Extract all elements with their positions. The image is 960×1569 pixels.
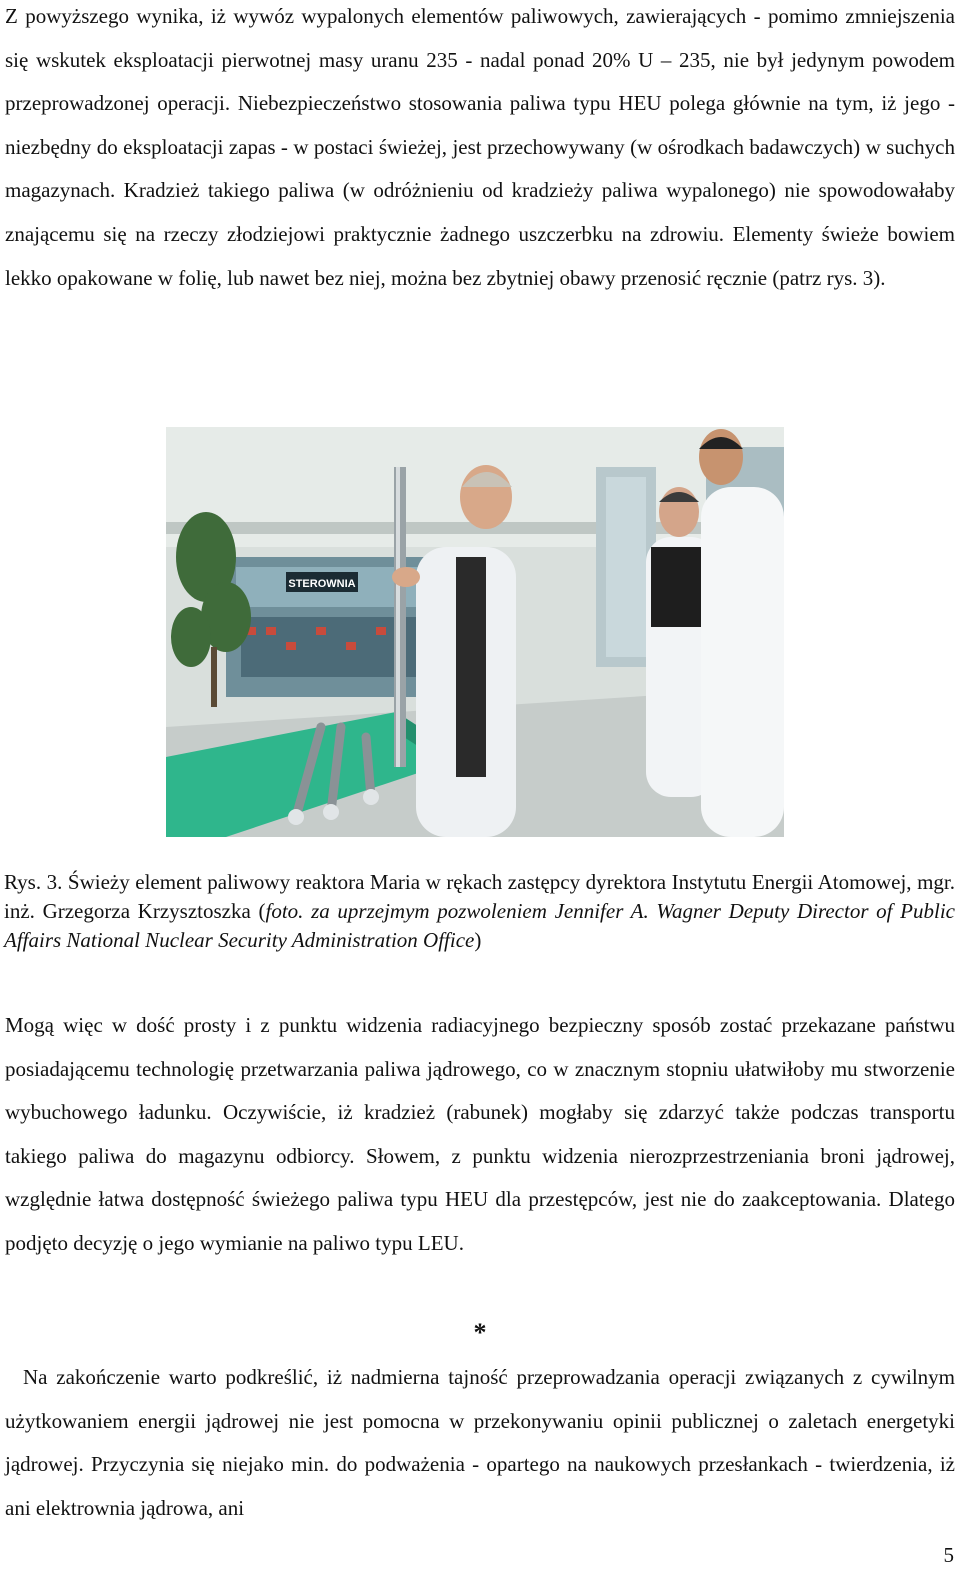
sterownia-sign: STEROWNIA [288, 578, 356, 590]
figure-photo [166, 427, 784, 837]
caption-close: ) [474, 928, 482, 952]
section-separator: * [473, 1318, 487, 1347]
page-number: 5 [943, 1543, 954, 1567]
paragraph-conclusion: Na zakończenie warto podkreślić, iż nadmierna tajność przeprowadzania operacji związanych z cywilnym użytkowaniem energii jądrowej nie jest pomocna w przekonywaniu opinii publicznej o zaletach energetyki jądrowej. Przyczynia się niejako min. do podważenia - opartego na naukowych przesłankach - twierdzenia, iż ani elektrownia jądrowa, ani [5, 1365, 955, 1520]
figure-caption [4, 868, 955, 955]
photo-illustration [166, 427, 784, 837]
caption-credit: foto. za uprzejmym pozwoleniem Jennifer A. Wagner Deputy Director of Public Affairs National Nuclear Security Administration Office [4, 899, 955, 952]
paragraph-intro: Z powyższego wynika, iż wywóz wypalonych elementów paliwowych, zawierających - pomimo zmniejszenia się wskutek eksploatacji pierwotnej masy uranu 235 - nadal ponad 20% U – 235, nie był jedynym powodem przeprowadzonej operacji. Niebezpieczeństwo stosowania paliwa typu HEU polega głównie na tym, iż jego - niezbędny do eksploatacji zapas - w postaci świeżej, jest przechowywany (w ośrodkach badawczych) w suchych magazynach. Kradzież takiego paliwa (w odróżnieniu od kradzieży paliwa wypalonego) nie spowodowałaby znającemu się na rzeczy złodziejowi praktycznie żadnego uszczerbku na zdrowiu. Elementy świeże bowiem lekko opakowane w folię, lub nawet bez niej, można bez zbytniej obawy przenosić ręcznie (patrz rys. 3). [5, 4, 955, 290]
caption-text: Rys. 3. Świeży element paliwowy reaktora Maria w rękach zastępcy dyrektora Instytutu Energii Atomowej, mgr. inż. Grzegorza Krzysztoszka ( [4, 870, 955, 923]
paragraph-body: Mogą więc w dość prosty i z punktu widzenia radiacyjnego bezpieczny sposób zostać przekazane państwu posiadającemu technologię przetwarzania paliwa jądrowego, co w znacznym stopniu ułatwiłoby mu stworzenie wybuchowego ładunku. Oczywiście, iż kradzież (rabunek) mogłaby się zdarzyć także podczas transportu takiego paliwa do magazynu odbiorcy. Słowem, z punktu widzenia nierozprzestrzeniania broni jądrowej, względnie łatwa dostępność świeżego paliwa typu HEU dla przestępców, jest nie do zaakceptowania. Dlatego podjęto decyzję o jego wymianie na paliwo typu LEU. [5, 1013, 955, 1255]
